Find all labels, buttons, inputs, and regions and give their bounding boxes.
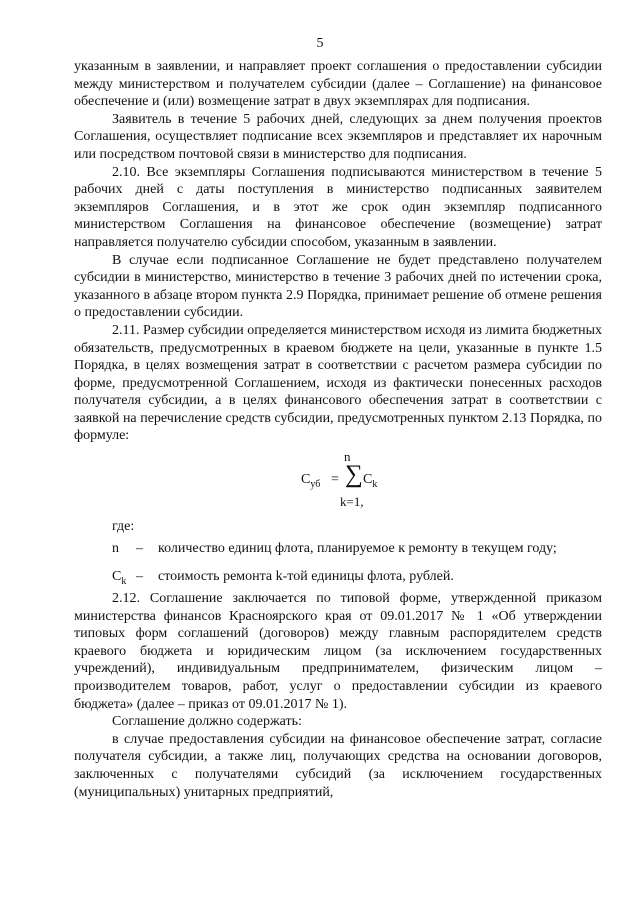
definition-ck-dash: – [136, 569, 143, 585]
document-body [74, 58, 602, 801]
paragraph-agreement-not-submitted: В случае если подписанное Соглашение не будет представлено получателем субсидии в министерство, министерство в течение 3 рабочих дней по истечении срока, указанного в абзаце втором пункта 2.9 Порядка, принимает решение об отмене решения о предоставлении субсидии. [74, 252, 602, 321]
paragraph-2-12: 2.12. Соглашение заключается по типовой форме, утвержденной приказом министерства финансов Красноярского края от 09.01.2017 № 1 «Об утверждении типовых форм соглашений (договоров) между главным распорядителем средств краевого бюджета и юридическим лицом (за исключением государственных учреждений), индивидуальным предпринимателем, физическим лицом – производителем товаров, работ, услуг о предоставлении субсидии из краевого бюджета» (далее – приказ от 09.01.2017 № 1). [74, 591, 602, 712]
subsidy-formula [74, 445, 602, 518]
paragraph-applicant-signing: Заявитель в течение 5 рабочих дней, следующих за днем получения проектов Соглашения, осуществляет подписание всех экземпляров и представляет их нарочным или посредством почтовой связи в министерство для подписания. [74, 111, 602, 162]
formula-term-main: С [363, 472, 373, 488]
definition-n [74, 540, 602, 564]
definition-n-dash: – [136, 541, 143, 557]
definition-n-text: количество единиц флота, планируемое к ремонту в текущем году; [158, 541, 557, 557]
paragraph-2-10: 2.10. Все экземпляры Соглашения подписываются министерством в течение 5 рабочих дней с даты поступления в министерство подписанных заявителем экземпляров Соглашения, и в этот же срок один экземпляр подписанного министерством Соглашения на финансовое обеспечение (возмещение) затрат направляется получателю субсидии способом, указанным в заявлении. [74, 164, 602, 250]
formula-lhs-sub: уб [310, 478, 321, 490]
formula-upper-limit: n [344, 449, 351, 465]
definition-ck [74, 568, 602, 590]
formula-lhs-main: С [301, 472, 311, 488]
page-number: 5 [316, 36, 324, 51]
paragraph-2-11: 2.11. Размер субсидии определяется министерством исходя из лимита бюджетных обязательств, предусмотренных в краевом бюджете на цели, указанные в пункте 1.5 Порядка, в целях возмещения затрат в соответствии с расчетом размера субсидии по форме, предусмотренной Соглашением, исходя из фактически понесенных расходов получателя субсидии, а в целях финансового обеспечения затрат в соответствии с заявкой на перечисление средств субсидии, предусмотренных пунктом 2.13 Порядка, по формуле: [74, 322, 602, 444]
formula-equals: = [331, 472, 339, 488]
formula-lower-limit: k=1, [340, 494, 364, 510]
formula-term-sub: k [372, 478, 378, 490]
paragraph-consent-clause: в случае предоставления субсидии на финансовое обеспечение затрат, согласие получателя субсидии, а также лиц, получающих средства на основании договоров, заключенных с получателями субсидий (за исключением государственных (муниципальных) унитарных предприятий, [74, 731, 602, 800]
formula-sigma: ∑ [345, 461, 363, 489]
where-label: где: [112, 519, 135, 535]
definition-ck-sub: k [121, 575, 127, 587]
definition-ck-text: стоимость ремонта k-той единицы флота, рублей. [158, 569, 454, 585]
formula-term [363, 471, 377, 493]
formula-lhs [301, 471, 320, 493]
paragraph-agreement-contents: Соглашение должно содержать: [112, 714, 302, 730]
definition-ck-main: С [112, 569, 122, 585]
definition-n-symbol: n [112, 541, 119, 557]
definition-ck-symbol [112, 568, 136, 590]
paragraph-continuation: указанным в заявлении, и направляет проект соглашения о предоставлении субсидии между министерством и получателем субсидии (далее – Соглашение) на финансовое обеспечение и (или) возмещение затрат в двух экземплярах для подписания. [74, 59, 602, 110]
